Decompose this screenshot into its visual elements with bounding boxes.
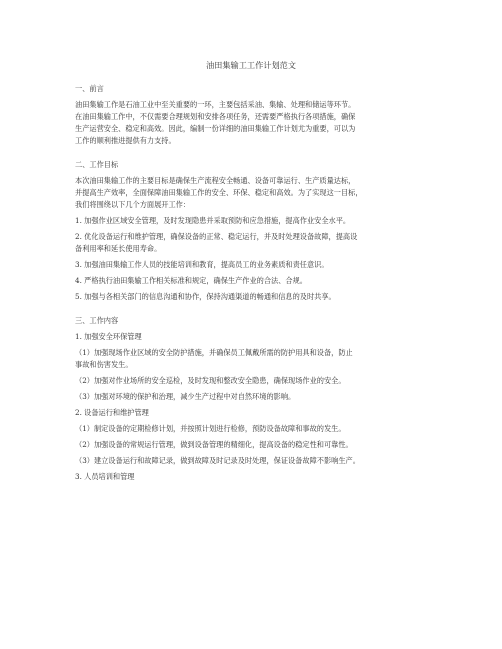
document-line: 二、工作目标 [75,160,119,169]
document-line: 2. 优化设备运行和维护管理，确保设备的正常、稳定运行，并及时处理设备故障，提高设 [75,232,358,241]
document-line: 并提高生产效率，全面保障油田集输工作的安全、环保、稳定和高效。为了实现这一目标， [75,188,363,197]
document-line: （1）加强现场作业区域的安全防护措施，并确保员工佩戴所需的防护用具和设备，防止 [75,348,353,357]
document-line: 三、工作内容 [75,316,119,325]
document-line: 在油田集输工作中，不仅需要合理规划和安排各项任务，还需要严格执行各项措施，确保 [75,112,356,121]
document-line: （2）加强对作业场所的安全巡检，及时发现和整改安全隐患，确保现场作业的安全。 [75,376,346,385]
document-line: 1. 加强安全环保管理 [75,332,142,341]
document-line: 3. 加强油田集输工作人员的技能培训和教育，提高员工的业务素质和责任意识。 [75,260,329,269]
document-line: （3）加强对环境的保护和治理，减少生产过程中对自然环境的影响。 [75,392,296,401]
document-line: 备利用率和延长使用寿命。 [75,244,162,253]
document-line: 我们将围绕以下几个方面展开工作： [75,200,191,209]
document-line: 工作的顺利推进提供有力支持。 [75,136,176,145]
document-line: 本次油田集输工作的主要目标是确保生产流程安全畅通、设备可靠运行、生产质量达标， [75,176,356,185]
document-line: 1. 加强作业区域安全管理，及时发现隐患并采取预防和应急措施，提高作业安全水平。 [75,216,351,225]
document-line: 一、前言 [75,84,104,93]
document-line: 事故和伤害发生。 [75,360,133,369]
document-line: 油田集输工作是石油工业中至关重要的一环，主要包括采油、集输、处理和储运等环节。 [75,100,356,109]
document-line: （3）建立设备运行和故障记录，做到故障及时记录及时处理，保证设备故障不影响生产。 [75,456,360,465]
document-line: （1）制定设备的定期检修计划，并按照计划进行检修，预防设备故障和事故的发生。 [75,424,346,433]
document-line: 5. 加强与各相关部门的信息沟通和协作，保持沟通渠道的畅通和信息的及时共享。 [75,292,336,301]
document-line: （2）加强设备的常规运行管理，做到设备管理的精细化，提高设备的稳定性和可靠性。 [75,440,353,449]
document-line: 2. 设备运行和维护管理 [75,408,149,417]
document-line: 生产运营安全、稳定和高效。因此，编制一份详细的油田集输工作计划尤为重要，可以为 [75,124,356,133]
document-title: 油田集输工工作计划范文 [205,60,297,70]
document-line: 3. 人员培训和管理 [75,472,135,481]
document-line: 4. 严格执行油田集输工作相关标准和规定，确保生产作业的合法、合规。 [75,276,307,285]
